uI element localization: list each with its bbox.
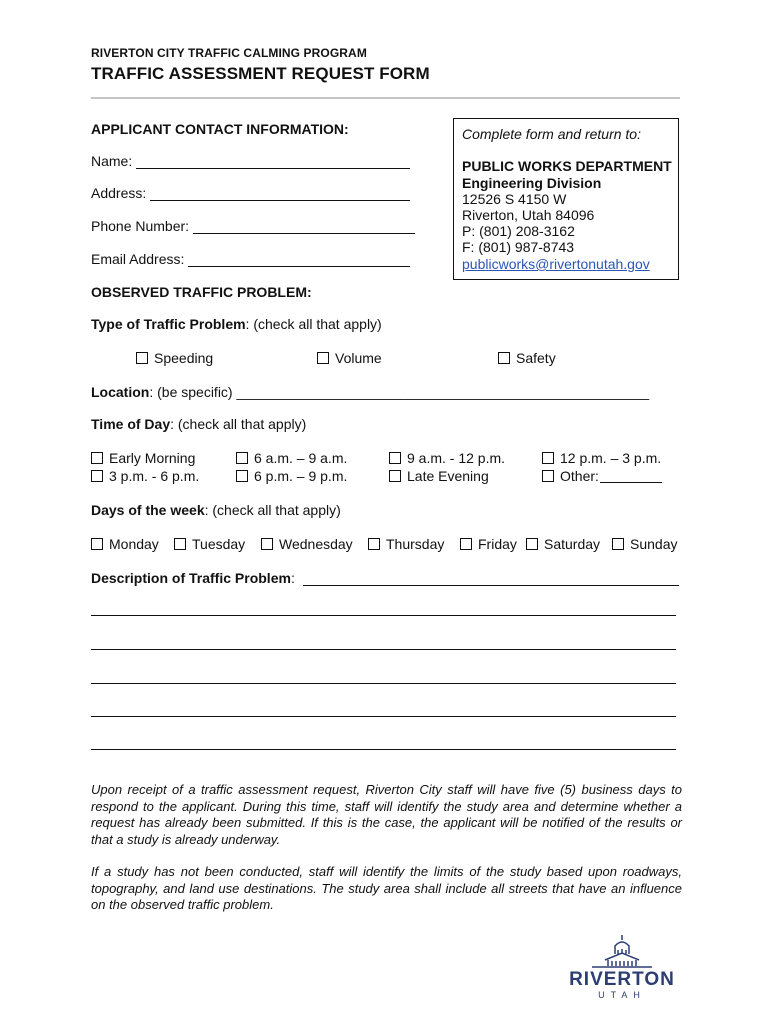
description-label: Description of Traffic Problem <box>91 570 291 586</box>
other-input-line[interactable] <box>600 470 662 483</box>
description-field[interactable] <box>91 570 679 586</box>
note-paragraph-2: If a study has not been conducted, staff will identify the limits of the study based upon roadways, topography, and land use destinations. The study area shall include all streets that have an influence on the observed traffic problem. <box>91 864 682 913</box>
checkbox-safety[interactable] <box>498 350 556 366</box>
division-name: Engineering Division <box>462 175 602 191</box>
option-label: Thursday <box>386 536 445 552</box>
type-question <box>91 316 382 332</box>
time-label: Time of Day <box>91 416 171 432</box>
checkbox-box[interactable] <box>389 470 401 482</box>
checkbox-wednesday[interactable] <box>261 536 353 552</box>
days-question <box>91 502 341 518</box>
svg-text:UTAH: UTAH <box>598 990 646 1000</box>
option-label: Safety <box>516 350 556 366</box>
checkbox-tuesday[interactable] <box>174 536 245 552</box>
email-input-line[interactable] <box>188 254 410 267</box>
checkbox-other[interactable] <box>542 468 662 484</box>
address-label: Address: <box>91 185 147 201</box>
type-label: Type of Traffic Problem <box>91 316 246 332</box>
location-field[interactable] <box>91 384 649 400</box>
name-input-line[interactable] <box>136 156 410 169</box>
checkbox-early-morning[interactable] <box>91 450 195 466</box>
option-label: Early Morning <box>109 450 196 466</box>
checkbox-box[interactable] <box>542 452 554 464</box>
email-field[interactable] <box>91 251 410 267</box>
description-input-line[interactable] <box>303 573 679 586</box>
option-label: Saturday <box>544 536 601 552</box>
phone-number: P: (801) 208-3162 <box>462 223 575 239</box>
checkbox-9am-12pm[interactable] <box>389 450 505 466</box>
checkbox-late-evening[interactable] <box>389 468 489 484</box>
note-paragraph-1: Upon receipt of a traffic assessment request, Riverton City staff will have five (5) business days to respond to the applicant. During this time, staff will identify the study area and determine whether a request has already been submitted. If this is the case, the applicant will be notified of the results or that a study is already underway. <box>91 782 682 847</box>
option-label: Friday <box>478 536 517 552</box>
checkbox-sunday[interactable] <box>612 536 677 552</box>
department-name: PUBLIC WORKS DEPARTMENT <box>462 158 672 174</box>
option-label: Speeding <box>154 350 214 366</box>
city-state-zip: Riverton, Utah 84096 <box>462 207 595 223</box>
checkbox-speeding[interactable] <box>136 350 213 366</box>
option-label: Volume <box>335 350 382 366</box>
location-label: Location <box>91 384 150 400</box>
option-label: Wednesday <box>279 536 353 552</box>
checkbox-box[interactable] <box>91 452 103 464</box>
phone-field[interactable] <box>91 218 415 234</box>
phone-input-line[interactable] <box>193 221 415 234</box>
description-colon: : <box>290 570 295 586</box>
option-label: 6 p.m. – 9 p.m. <box>254 468 348 484</box>
header-divider <box>91 97 680 99</box>
description-line[interactable] <box>91 683 676 684</box>
svg-text:RIVERTON: RIVERTON <box>569 969 675 990</box>
address-input-line[interactable] <box>150 188 410 201</box>
checkbox-6pm-9pm[interactable] <box>236 468 347 484</box>
applicant-heading: APPLICANT CONTACT INFORMATION: <box>91 121 349 137</box>
program-name: RIVERTON CITY TRAFFIC CALMING PROGRAM <box>91 46 367 60</box>
checkbox-box[interactable] <box>460 538 472 550</box>
option-label: Monday <box>109 536 159 552</box>
street-address: 12526 S 4150 W <box>462 191 567 207</box>
checkbox-box[interactable] <box>236 452 248 464</box>
option-label: 3 p.m. - 6 p.m. <box>109 468 200 484</box>
checkbox-monday[interactable] <box>91 536 159 552</box>
description-line[interactable] <box>91 615 676 616</box>
email-link[interactable]: publicworks@rivertonutah.gov <box>462 256 650 272</box>
checkbox-box[interactable] <box>542 470 554 482</box>
option-label: Other: <box>560 468 599 484</box>
checkbox-box[interactable] <box>136 352 148 364</box>
name-label: Name: <box>91 153 133 169</box>
option-label: Sunday <box>630 536 678 552</box>
time-hint: : (check all that apply) <box>170 416 307 432</box>
checkbox-friday[interactable] <box>460 536 517 552</box>
option-label: Late Evening <box>407 468 489 484</box>
checkbox-box[interactable] <box>91 470 103 482</box>
phone-label: Phone Number: <box>91 218 190 234</box>
type-hint: : (check all that apply) <box>245 316 382 332</box>
riverton-logo <box>562 932 682 1000</box>
problem-heading: OBSERVED TRAFFIC PROBLEM: <box>91 284 312 300</box>
checkbox-volume[interactable] <box>317 350 382 366</box>
name-field[interactable] <box>91 153 410 169</box>
checkbox-box[interactable] <box>91 538 103 550</box>
checkbox-box[interactable] <box>236 470 248 482</box>
location-hint: : (be specific) <box>149 384 237 400</box>
email-label: Email Address: <box>91 251 185 267</box>
description-line[interactable] <box>91 749 676 750</box>
description-line[interactable] <box>91 649 676 650</box>
checkbox-box[interactable] <box>498 352 510 364</box>
city-hall-icon <box>562 932 682 1000</box>
checkbox-box[interactable] <box>317 352 329 364</box>
fax-number: F: (801) 987-8743 <box>462 239 575 255</box>
option-label: 6 a.m. – 9 a.m. <box>254 450 348 466</box>
form-title: TRAFFIC ASSESSMENT REQUEST FORM <box>91 64 430 83</box>
days-label: Days of the week <box>91 502 205 518</box>
checkbox-saturday[interactable] <box>526 536 600 552</box>
checkbox-3pm-6pm[interactable] <box>91 468 199 484</box>
checkbox-box[interactable] <box>368 538 380 550</box>
location-input-line[interactable]: _____________________________________________________ <box>236 384 650 400</box>
return-intro: Complete form and return to: <box>462 126 641 142</box>
checkbox-box[interactable] <box>612 538 624 550</box>
checkbox-box[interactable] <box>389 452 401 464</box>
option-label: Tuesday <box>192 536 246 552</box>
checkbox-box[interactable] <box>174 538 186 550</box>
time-question <box>91 416 306 432</box>
option-label: 9 a.m. - 12 p.m. <box>407 450 506 466</box>
checkbox-box[interactable] <box>526 538 538 550</box>
checkbox-6am-9am[interactable] <box>236 450 347 466</box>
option-label: 12 p.m. – 3 p.m. <box>560 450 662 466</box>
checkbox-box[interactable] <box>261 538 273 550</box>
days-hint: : (check all that apply) <box>204 502 341 518</box>
address-field[interactable] <box>91 185 410 201</box>
checkbox-12pm-3pm[interactable] <box>542 450 661 466</box>
description-line[interactable] <box>91 716 676 717</box>
checkbox-thursday[interactable] <box>368 536 444 552</box>
